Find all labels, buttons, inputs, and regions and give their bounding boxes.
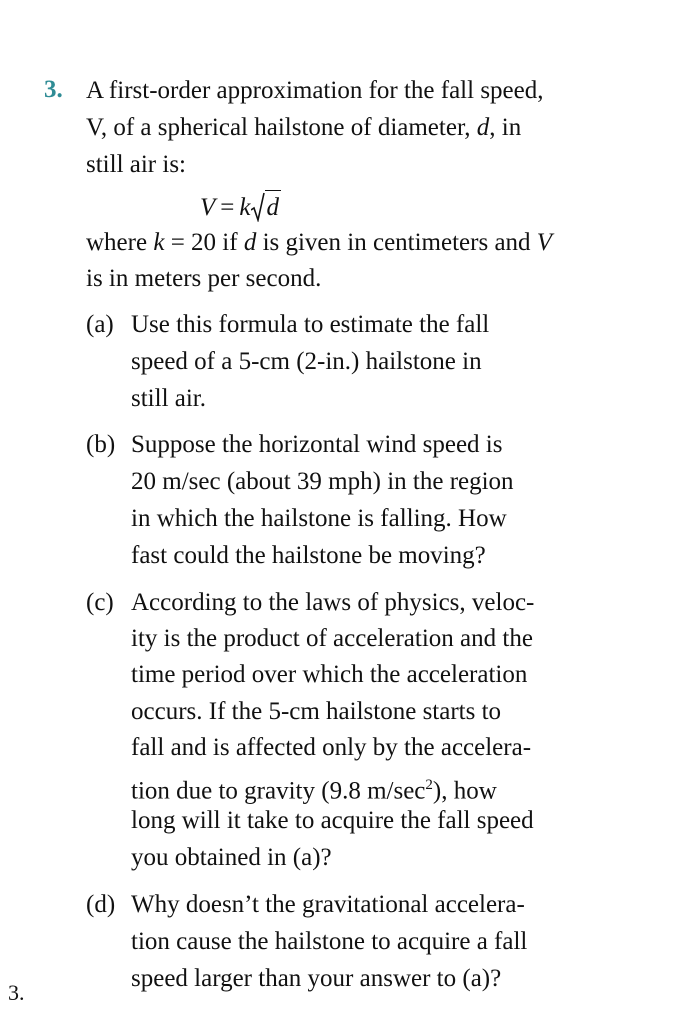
intro-line-3: still air is: [86, 151, 186, 178]
part-c-line: tion due to gravity (9.8 $m/\sec^2$), how [131, 777, 497, 805]
part-b-line: in which the hailstone is falling. How [131, 505, 507, 532]
after-line-2: is in meters per second. [86, 265, 322, 292]
part-d-label: (d) [86, 891, 116, 918]
radical-sign-icon [251, 192, 265, 222]
part-b-line: Suppose the horizontal wind speed is [131, 431, 503, 458]
part-c-line: long will it take to acquire the fall speed [131, 807, 534, 834]
part-d-line: speed larger than your answer to (a)? [131, 965, 502, 992]
part-c-line: occurs. If the 5-cm hailstone starts to [131, 698, 502, 725]
after-line-1: where k = 20 if d is given in centimeters and V [86, 229, 553, 256]
part-c-line: time period over which the acceleration [131, 661, 528, 688]
part-b-line: 20 m/sec (about 39 mph) in the region [131, 468, 514, 495]
part-a-line: speed of a 5-cm (2-in.) hailstone in [131, 348, 482, 375]
part-c-line: you obtained in (a)? [131, 844, 332, 871]
part-a-label: (a) [86, 311, 114, 338]
intro-line-1: A first-order approximation for the fall speed, [86, 77, 544, 104]
fall-speed-formula: V = k d [200, 190, 281, 225]
part-d-line: Why doesn’t the gravitational accelera- [131, 891, 525, 918]
part-b-line: fast could the hailstone be moving? [131, 542, 486, 569]
part-c-line: ity is the product of acceleration and the [131, 625, 533, 652]
part-b-label: (b) [86, 431, 116, 458]
square-root: d [251, 190, 282, 225]
part-c-line: According to the laws of physics, veloc- [131, 589, 535, 616]
part-a-line: Use this formula to estimate the fall [131, 311, 490, 338]
intro-line-2: V, of a spherical hailstone of diameter, d, in [86, 114, 522, 141]
part-c-label: (c) [86, 589, 114, 616]
part-c-line: fall and is affected only by the accelera- [131, 734, 532, 761]
part-d-line: tion cause the hailstone to acquire a fall [131, 928, 528, 955]
part-a-line: still air. [131, 385, 206, 412]
problem-number: 3. [44, 76, 63, 103]
footer-number: 3. [8, 980, 25, 1005]
